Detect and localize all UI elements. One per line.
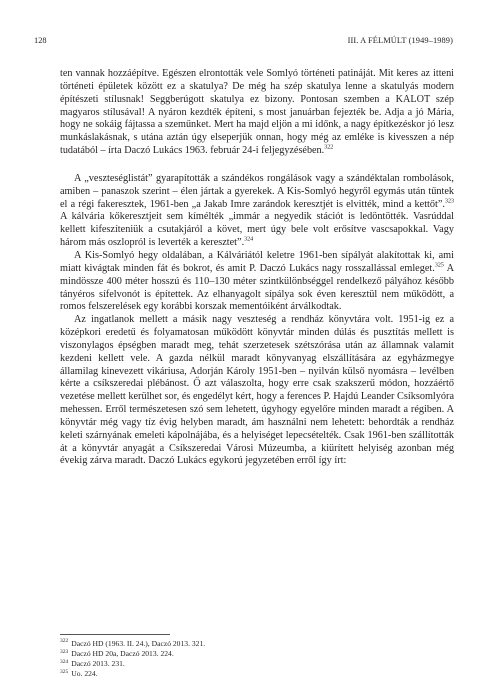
paragraph-text: Az ingatlanok mellett a másik nagy veszteség a rendház könyvtára volt. 1951-ig ez a középkori eredetű és folyamatosan működött könyvtár minden dúlás és pusztítás mellett is viszonylagos épségben maradt meg, tehát szerzetesek szétszórása után az államnak valamit kezdeni kellett vele. A gazda nélkül maradt könyvanyag elszállítására az egyházmegye államilag kinevezett vikáriusa, Adorján Károly 1951-ben – nyilván külső nyomásra – levélben kérte a csíkszeredai plébánost. Ő azt válaszolta, hogy erre csak szakszerű módon, hozzáértő vezetése mellett kerülhet sor, és engedélyt kért, hogy a ferences P. Hajdú Leander Csíksomlyóra mehessen. Erről természetesen szó sem lehetett, úgyhogy egyelőre minden maradt a régiben. A könyvtár még vagy tíz évig helyben maradt, ám használni nem lehetett: behordták a rendház keleti szárnyának emeleti kápolnájába, és a helyiséget lepecsételték. Csak 1961-ben szállították át a könyvtár anyagát a Csíkszeredai Városi Múzeumba, a kiürített helyiség azonban még évekig zárva maradt. Daczó Lukács egykorú jegyzetében erről így írt: xyxy=(60,314,454,467)
footnote-ref: 325 xyxy=(434,262,444,269)
footnote-number: 323 xyxy=(60,648,69,655)
paragraph-text: A Kis-Somlyó hegy oldalában, a Kálváriától keletre 1961-ben sípályát alakítottak ki, ami miatt kivágtak minden fát és bokrot, és amit P. Daczó Lukács nagy rosszallással emleget. xyxy=(60,249,454,274)
footnote-ref: 322 xyxy=(324,144,334,151)
page-number: 128 xyxy=(34,36,47,45)
footnote-divider xyxy=(60,634,170,635)
quote-text: ten vannak hozzáépítve. Egészen elrontották vele Somlyó történeti patináját. Mit keres az itteni történeti épületek között ez a skatulya? De még ha szép skatulya lenne a skatulyás modern építészeti stílusnak! Seggberúgott skatulya ez bizony. Pontosan szemben a KALOT szép magyaros stílusával! A nyáron kezdték építeni, s most januárban fejezték be. Adja a jó Mária, hogy ne sokáig fájtassa a szeműnket. Mert ha majd eljön a mi időnk, a nagy építkezéskor jó lesz munkáslakásnak, s utána aztán úgy elseperjük onnan, hogy még az emléke is kivesszen a nép tudatából – írta Daczó Lukács 1963. február 24-i feljegyzésében. xyxy=(60,68,454,157)
footnote-text: Daczó HD (1963. II. 24.), Daczó 2013. 321. xyxy=(71,639,206,648)
footnote-ref: 324 xyxy=(244,236,254,243)
paragraph-1 xyxy=(60,173,454,250)
paragraph-3 xyxy=(60,314,454,468)
main-text xyxy=(60,68,454,468)
paragraph-text: A mindössze 400 méter hosszú és 110–130 méter szintkülönbséggel rendelkező pályához később tányéros sífelvonót is építettek. Az elhanyagolt sípálya sok éven keresztül nem működött, a romos felszerelések egy korábbi korszak mementóiként árválkodtak. xyxy=(60,262,454,313)
paragraph-text: A „veszteséglistát” gyarapították a szándékos rongálások vagy a szándéktalan rombolások, amiben – panaszok szerint – élen jártak a gyerekek. A Kis-Somlyó hegyről egymás után tűntek el a régi fakeresztek, 1961-ben „a Jakab Imre zarándok keresztjét is elvitték, mind a kettőt”. xyxy=(60,172,454,210)
footnote-text: Daczó 2013. 231. xyxy=(71,659,125,669)
block-quote xyxy=(60,68,454,158)
footnote-number: 324 xyxy=(60,658,69,665)
paragraph-text: A kálvária kőkeresztjeit sem kímélték „immár a negyedik stációt is ledöntötték. Vasrúddal kellett kifeszíteniük a csutakjáról a követ, mert úgy bele volt erősítve vascsapokkal. Vagy három más oszlopról is leverték a keresztet”. xyxy=(60,211,454,249)
footnotes xyxy=(60,639,360,679)
footnote-text: Uo. 224. xyxy=(71,669,98,679)
page-header xyxy=(34,36,453,50)
footnote-number: 325 xyxy=(60,668,69,675)
footnote xyxy=(60,639,360,649)
paragraph-2 xyxy=(60,250,454,314)
footnote xyxy=(60,669,360,679)
footnote xyxy=(60,649,360,659)
footnote-number: 322 xyxy=(60,638,69,645)
footnote-ref: 323 xyxy=(445,198,454,205)
footnote-text: Daczó HD 20a, Daczó 2013. 224. xyxy=(71,649,174,659)
running-head: III. A FÉLMÚLT (1949–1989) xyxy=(347,36,453,45)
footnote xyxy=(60,659,360,669)
